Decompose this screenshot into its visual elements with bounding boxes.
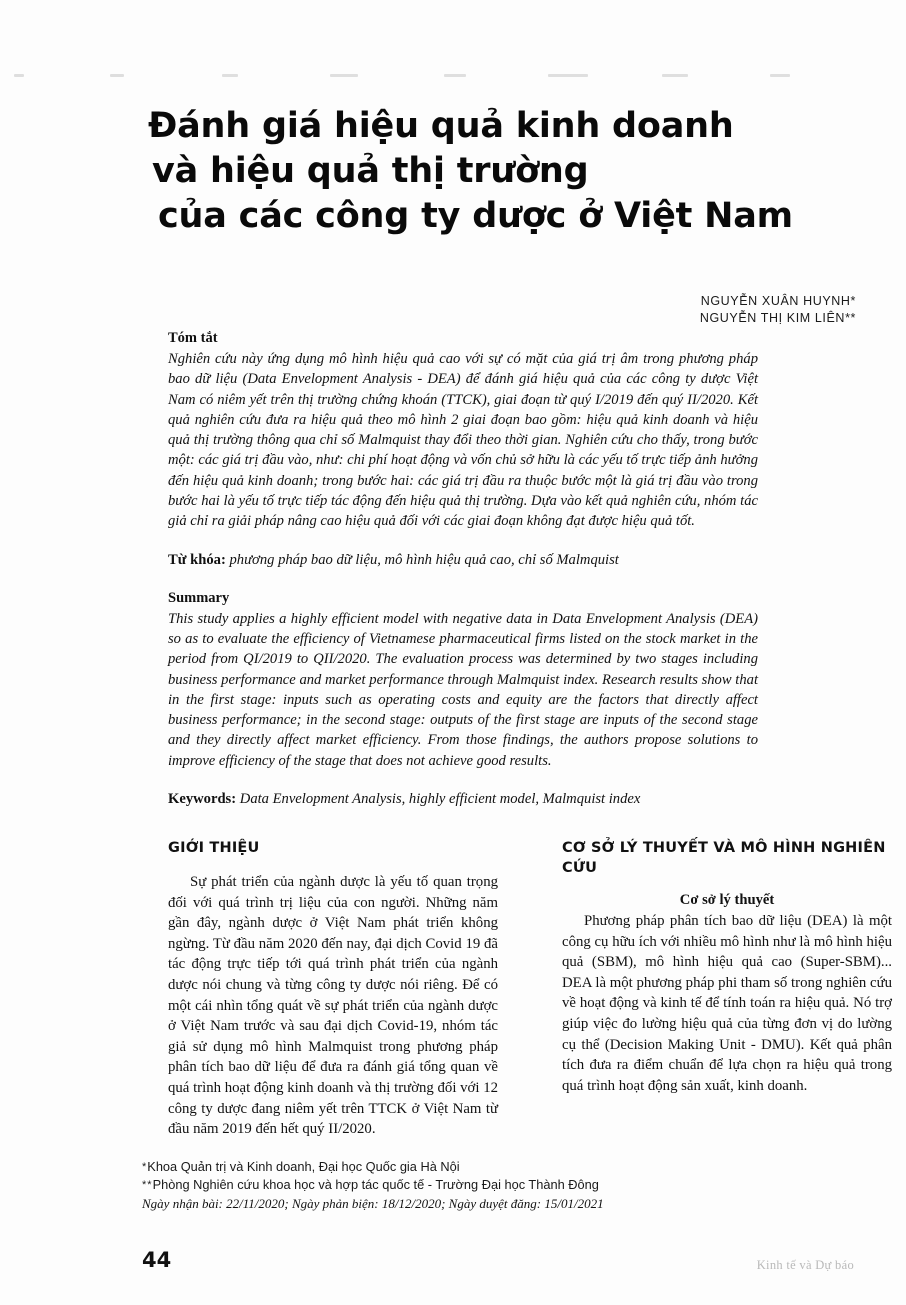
abstract-en-block — [168, 590, 758, 771]
keywords-en: Keywords: Data Envelopment Analysis, highly efficient model, Malmquist index — [168, 791, 641, 808]
page-number: 44 — [142, 1248, 172, 1272]
abstract-en-text: This study applies a highly efficient model with negative data in Data Envelopment Analysis (DEA) so as to evaluate the efficiency of Vietnamese pharmaceutical firms listed on the stock market in the period from QI/2019 to QII/2020. The evaluation process was determined by two stages including business performance and market performance through Malmquist index. Research results show that in the first stage: inputs such as operating costs and equity are the factors that directly affect business performance; in the second stage: outputs of the first stage are inputs of the second stage and they directly affect market efficiency. From those findings, the authors propose solutions to improve efficiency of the stage that does not achieve good results. — [168, 610, 758, 769]
author-name-1: NGUYỄN XUÂN HUYNH* — [700, 294, 856, 308]
introduction-paragraph: Sự phát triển của ngành dược là yếu tố quan trọng đối với quá trình trị liệu của con người. Những năm gần đây, ngành dược ở Việt Nam phát triển không ngừng. Từ đầu năm 2020 đến nay, đại dịch Covid 19 đã tác động trực tiếp tới quá trình phát triển của ngành dược nói chung và từng công ty dược nói riêng. Để có một cái nhìn tổng quát về sự phát triển của ngành dược ở Việt Nam trước và sau đại dịch Covid-19, nhóm tác giả sử dụng mô hình Malmquist trong phương pháp phân tích bao dữ liệu để đưa ra đánh giá tổng quan về quá trình hoạt động kinh doanh và thị trường đối với 12 công ty dược đang niêm yết trên TTCK ở Việt Nam từ đầu năm 2019 đến hết quý II/2020. — [168, 874, 498, 1138]
abstract-vi-text: Nghiên cứu này ứng dụng mô hình hiệu quả cao với sự có mặt của giá trị âm trong phương pháp bao dữ liệu (Data Envelopment Analysis - DEA) để đánh giá hiệu quả của các công ty dược Việt Nam có niêm yết trên thị trường chứng khoán (TTCK), giai đoạn từ quý I/2019 đến quý II/2020. Kết quả nghiên cứu đưa ra hiệu quả theo mô hình 2 giai đoạn bao gồm: hiệu quả kinh doanh và hiệu quả thị trường thông qua chỉ số Malmquist thay đổi theo thời gian. Nghiên cứu cho thấy, trong bước một: các giá trị đầu vào, như: chi phí hoạt động và vốn chủ sở hữu là các yếu tố trực tiếp ảnh hưởng đến hiệu quả kinh doanh; trong bước hai: các giá trị đầu ra thuộc bước một là giá trị đầu vào trong bước hai là yếu tố trực tiếp tác động đến hiệu quả thị trường. Dựa vào kết quả nghiên cứu, nhóm tác giả chỉ ra giải pháp nâng cao hiệu quả đối với các giai đoạn không đạt được hiệu quả tốt. — [168, 351, 758, 530]
title-line-2: và hiệu quả thị trường — [152, 151, 589, 191]
title-line-3: của các công ty dược ở Việt Nam — [158, 196, 793, 236]
abstract-en-label: Summary — [168, 589, 230, 606]
paper-title — [148, 104, 848, 239]
body-columns — [168, 838, 892, 1143]
abstract-section — [168, 330, 758, 809]
subsection-heading-theory: Cơ sở lý thuyết — [679, 892, 775, 908]
footnote-block — [142, 1158, 842, 1213]
footnote-affiliation-1-text: Khoa Quản trị và Kinh doanh, Đại học Quốc gia Hà Nội — [147, 1159, 460, 1174]
footnote-affiliation-2-text: Phòng Nghiên cứu khoa học và hợp tác quốc tế - Trường Đại học Thành Đông — [152, 1177, 599, 1192]
keywords-vi: Từ khóa: phương pháp bao dữ liệu, mô hình hiệu quả cao, chỉ số Malmquist — [168, 551, 619, 568]
section-heading-introduction: GIỚI THIỆU — [168, 840, 260, 856]
author-list — [700, 293, 856, 327]
keywords-vi-text: phương pháp bao dữ liệu, mô hình hiệu quả cao, chỉ số Malmquist — [229, 551, 619, 568]
theory-paragraph: Phương pháp phân tích bao dữ liệu (DEA) là một công cụ hữu ích với nhiều mô hình như là mô hình hiệu quả (SBM), mô hình hiệu quả cao (Super-SBM)... DEA là một phương pháp phi tham số trong nghiên cứu về hoạt động và kinh tế để tính toán ra hiệu quả. Nó trợ giúp việc đo lường hiệu quả của từng đơn vị do lường cụ thể (Decision Making Unit - DMU). Kết quả phân tích đưa ra điểm chuẩn để lựa chọn ra hiệu quả trong quá trình hoạt động sản xuất, kinh doanh. — [562, 913, 892, 1094]
footnote-marker-1: * — [142, 1161, 148, 1173]
section-heading-theory-model: CƠ SỞ LÝ THUYẾT VÀ MÔ HÌNH NGHIÊN CỨU — [562, 840, 886, 876]
column-right — [562, 838, 892, 1096]
footnote-dates: Ngày nhận bài: 22/11/2020; Ngày phản biện: 18/12/2020; Ngày duyệt đăng: 15/01/2021 — [142, 1196, 604, 1211]
keywords-en-text: Data Envelopment Analysis, highly efficient model, Malmquist index — [239, 791, 641, 808]
abstract-vi-label: Tóm tắt — [168, 330, 218, 346]
footnote-affiliation-1 — [142, 1158, 842, 1176]
column-left — [168, 838, 498, 1140]
keywords-vi-label: Từ khóa — [168, 551, 221, 568]
footnote-marker-2: ** — [142, 1179, 153, 1191]
footnote-affiliation-2 — [142, 1176, 842, 1194]
author-name-2: NGUYỄN THỊ KIM LIÊN** — [699, 311, 856, 325]
scan-artifact-band — [0, 70, 906, 84]
journal-name-watermark: Kinh tế và Dự báo — [756, 1258, 854, 1272]
title-line-1: Đánh giá hiệu quả kinh doanh — [148, 106, 734, 146]
keywords-en-label: Keywords — [168, 791, 232, 808]
